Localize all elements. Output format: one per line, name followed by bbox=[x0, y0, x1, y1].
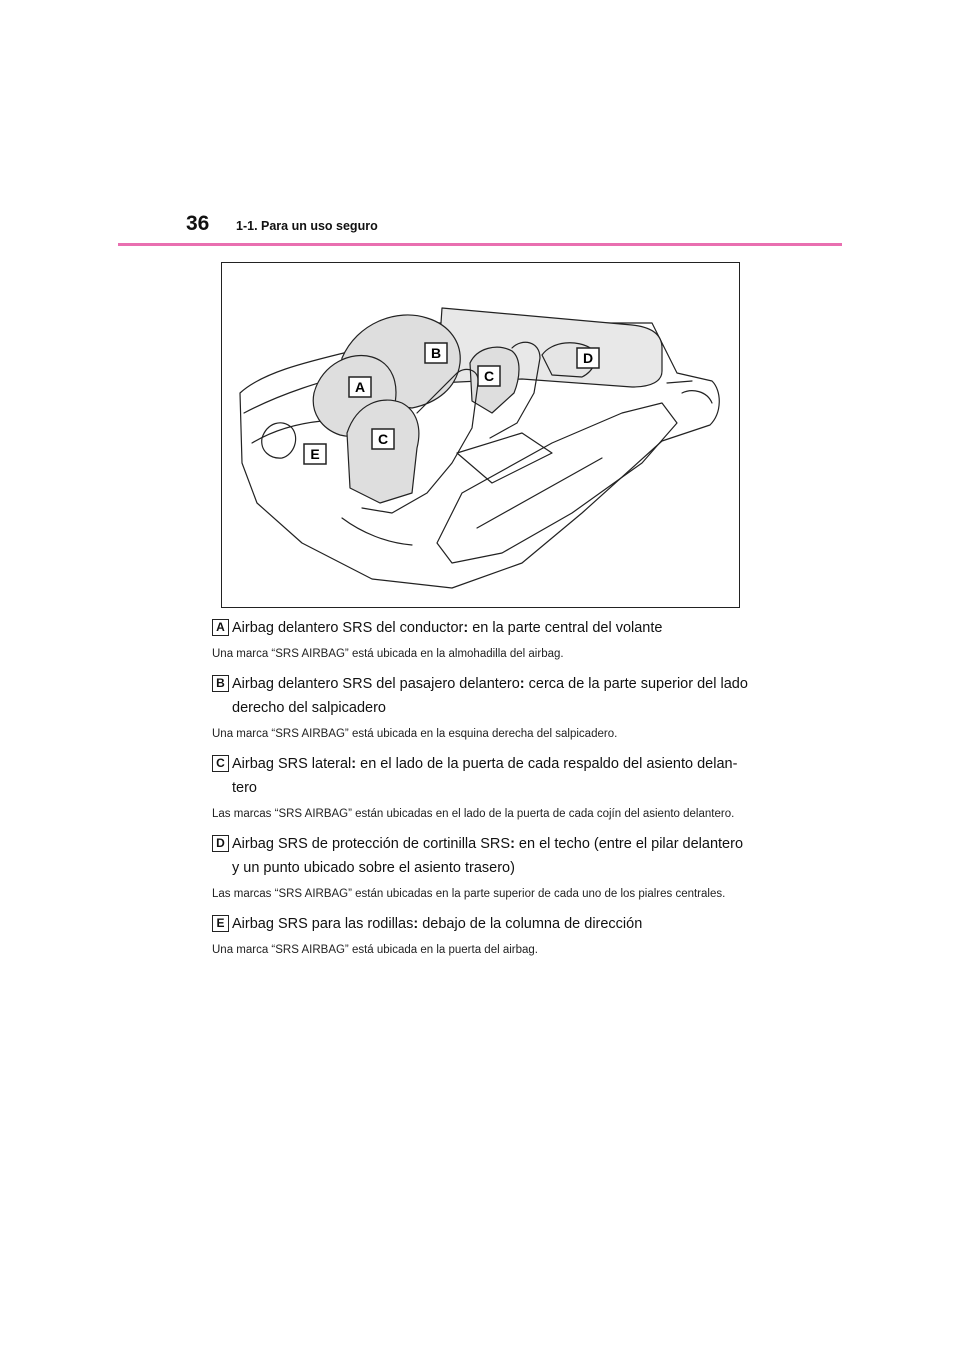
airbag-item-d: D Airbag SRS de protección de cortinilla SRS: en el techo (entre el pilar delantero y un punto ubicado sobre el asiento trasero) Las marcas “SRS AIRBAG” están ubicadas en la parte superior de cada uno de los pialres centrales. bbox=[212, 832, 752, 903]
item-heading-detail: debajo de la columna de dirección bbox=[418, 916, 643, 932]
item-heading: Airbag delantero SRS del conductor bbox=[232, 620, 464, 636]
item-note: Una marca “SRS AIRBAG” está ubicada en la almohadilla del airbag. bbox=[212, 648, 564, 660]
callout-c-lower: C bbox=[377, 431, 389, 447]
callout-d: D bbox=[582, 350, 594, 366]
item-note: Una marca “SRS AIRBAG” está ubicada en la esquina derecha del salpicadero. bbox=[212, 728, 618, 740]
item-heading: Airbag delantero SRS del pasajero delantero bbox=[232, 676, 520, 692]
item-heading-detail: en la parte central del volante bbox=[468, 620, 663, 636]
item-heading: Airbag SRS lateral bbox=[232, 756, 352, 772]
item-heading-detail: en el techo (entre el pilar delantero y un punto ubicado sobre el asiento trasero) bbox=[232, 836, 744, 876]
badge-a: A bbox=[212, 619, 229, 636]
item-heading: Airbag SRS de protección de cortinilla SRS bbox=[232, 836, 511, 852]
callout-c-upper: C bbox=[483, 368, 495, 384]
item-heading: Airbag SRS para las rodillas bbox=[232, 916, 414, 932]
airbag-item-b: B Airbag delantero SRS del pasajero delantero: cerca de la parte superior del lado derecho del salpicadero Una marca “SRS AIRBAG” está ubicada en la esquina derecha del salpicadero. bbox=[212, 672, 752, 743]
callout-b: B bbox=[430, 345, 442, 361]
airbag-list bbox=[212, 616, 752, 968]
item-note: Las marcas “SRS AIRBAG” están ubicadas en el lado de la puerta de cada cojín del asiento delantero. bbox=[212, 808, 735, 820]
page-number: 36 bbox=[186, 212, 210, 235]
badge-e: E bbox=[212, 915, 229, 932]
badge-b: B bbox=[212, 675, 229, 692]
badge-c: C bbox=[212, 755, 229, 772]
car-interior-drawing bbox=[222, 263, 740, 608]
airbag-item-a: A Airbag delantero SRS del conductor: en la parte central del volante Una marca “SRS AIRBAG” está ubicada en la almohadilla del airbag. bbox=[212, 616, 752, 663]
section-title: 1-1. Para un uso seguro bbox=[236, 219, 378, 233]
item-heading-detail: en el lado de la puerta de cada respaldo del asiento delan-tero bbox=[232, 756, 738, 796]
item-note: Las marcas “SRS AIRBAG” están ubicadas en la parte superior de cada uno de los pialres centrales. bbox=[212, 888, 726, 900]
item-note: Una marca “SRS AIRBAG” está ubicada en la puerta del airbag. bbox=[212, 944, 539, 956]
airbag-item-e: E Airbag SRS para las rodillas: debajo de la columna de dirección Una marca “SRS AIRBAG” está ubicada en la puerta del airbag. bbox=[212, 912, 752, 959]
badge-d: D bbox=[212, 835, 229, 852]
airbag-item-c: C Airbag SRS lateral: en el lado de la puerta de cada respaldo del asiento delan-tero Las marcas “SRS AIRBAG” están ubicadas en el lado de la puerta de cada cojín del asiento delantero. bbox=[212, 752, 752, 823]
callout-a: A bbox=[354, 379, 366, 395]
header-rule bbox=[118, 243, 842, 246]
item-heading-detail: cerca de la parte superior del lado derecho del salpicadero bbox=[232, 676, 748, 716]
airbag-location-illustration bbox=[221, 262, 740, 608]
callout-e: E bbox=[310, 446, 320, 462]
